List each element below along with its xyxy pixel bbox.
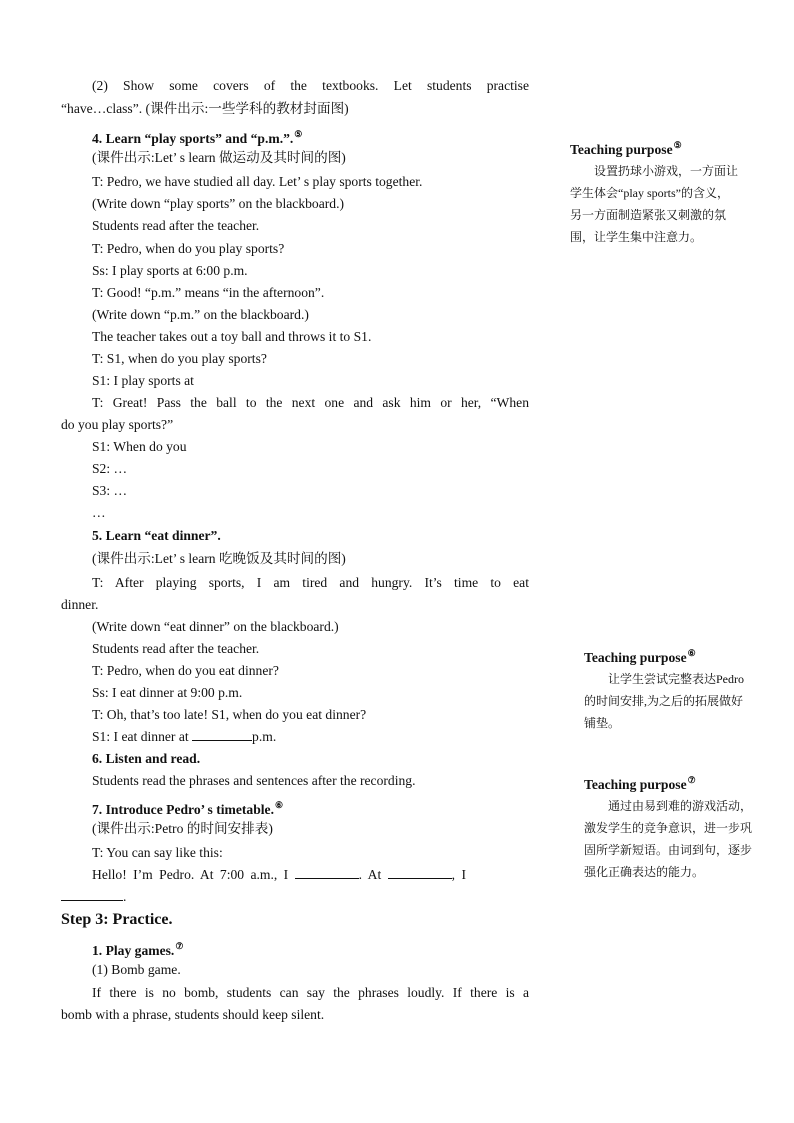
text-line: T: S1, when do you play sports? bbox=[92, 351, 267, 366]
text-line: If there is no bomb, students can say the phrases loudly. If there is a bbox=[92, 985, 529, 1000]
teaching-purpose-body: 设置扔球小游戏，一方面让学生体会“play sports”的含义，另一方面制造紧张又刺激的氛围，让学生集中注意力。 bbox=[570, 164, 739, 244]
section-heading-play-games: 1. Play games.⑦ bbox=[92, 941, 184, 958]
teaching-purpose-6 bbox=[584, 643, 754, 734]
text-line: (Write down “eat dinner” on the blackboard.) bbox=[92, 619, 339, 634]
text-line: T: Oh, that’s too late! S1, when do you eat dinner? bbox=[92, 707, 367, 722]
text-line: (1) Bomb game. bbox=[92, 962, 181, 977]
text-line: (课件出示:Let’ s learn 做运动及其时间的图) bbox=[92, 150, 346, 165]
teaching-purpose-5 bbox=[570, 135, 740, 248]
text-line: Ss: I play sports at 6:00 p.m. bbox=[92, 263, 248, 278]
footnote-mark: ⑤ bbox=[673, 140, 682, 150]
teaching-purpose-title: Teaching purpose⑤ bbox=[570, 140, 682, 157]
section-heading-4: 4. Learn “play sports” and “p.m.”.⑤ bbox=[92, 129, 303, 146]
footnote-mark: ⑦ bbox=[687, 775, 696, 785]
teaching-purpose-title: Teaching purpose⑥ bbox=[584, 648, 696, 665]
text-line: bomb with a phrase, students should keep silent. bbox=[61, 1007, 325, 1022]
text-line: (Write down “p.m.” on the blackboard.) bbox=[92, 307, 309, 322]
text-line: . bbox=[61, 888, 529, 906]
text-line: The teacher takes out a toy ball and throws it to S1. bbox=[92, 329, 372, 344]
text-line: do you play sports?” bbox=[61, 417, 174, 432]
step-heading: Step 3: Practice. bbox=[61, 911, 173, 928]
text-line: T: Pedro, we have studied all day. Let’ s play sports together. bbox=[92, 174, 423, 189]
text-line: (Write down “play sports” on the blackboard.) bbox=[92, 196, 344, 211]
text-line: T: Pedro, when do you eat dinner? bbox=[92, 663, 279, 678]
text-line: “have…class”. (课件出示:一些学科的教材封面图) bbox=[61, 101, 349, 116]
fill-in-blank bbox=[388, 866, 452, 879]
text-line: Ss: I eat dinner at 9:00 p.m. bbox=[92, 685, 243, 700]
teaching-purpose-title: Teaching purpose⑦ bbox=[584, 775, 696, 792]
text-line: Hello! I’m Pedro. At 7:00 a.m., I . At , I bbox=[92, 867, 466, 882]
text-line: (课件出示:Petro 的时间安排表) bbox=[92, 821, 273, 836]
text-line: (课件出示:Let’ s learn 吃晚饭及其时间的图) bbox=[92, 551, 346, 566]
text-line: T: After playing sports, I am tired and hungry. It’s time to eat bbox=[92, 575, 529, 590]
teaching-purpose-body: 让学生尝试完整表达Pedro的时间安排,为之后的拓展做好铺垫。 bbox=[584, 672, 744, 730]
text-line: T: Good! “p.m.” means “in the afternoon”. bbox=[92, 285, 325, 300]
footnote-mark: ⑥ bbox=[687, 648, 696, 658]
text-line: Students read after the teacher. bbox=[92, 218, 260, 233]
teaching-purpose-7 bbox=[584, 770, 754, 883]
text-line: S1: When do you bbox=[92, 439, 187, 454]
text-line: S3: … bbox=[92, 483, 128, 498]
text-line: Students read the phrases and sentences after the recording. bbox=[92, 773, 416, 788]
text-line: T: Pedro, when do you play sports? bbox=[92, 241, 285, 256]
footnote-mark: ⑥ bbox=[274, 800, 284, 810]
section-heading-6: 6. Listen and read. bbox=[92, 751, 201, 766]
footnote-mark: ⑦ bbox=[175, 941, 184, 951]
text-line: T: You can say like this: bbox=[92, 845, 223, 860]
fill-in-blank bbox=[192, 728, 252, 741]
fill-in-blank bbox=[295, 866, 359, 879]
text-line: S1: I play sports at bbox=[92, 373, 194, 388]
text-line: dinner. bbox=[61, 597, 99, 612]
section-heading-5: 5. Learn “eat dinner”. bbox=[92, 528, 221, 543]
text-line: T: Great! Pass the ball to the next one and ask him or her, “When bbox=[92, 395, 529, 410]
text-line: … bbox=[92, 505, 106, 520]
fill-in-blank bbox=[61, 888, 123, 901]
text-line: S1: I eat dinner at p.m. bbox=[92, 729, 277, 744]
teaching-purpose-body: 通过由易到难的游戏活动，激发学生的竞争意识，进一步巩固所学新短语。由词到句，逐步强化正确表达的能力。 bbox=[584, 799, 753, 879]
text-line: (2) Show some covers of the textbooks. Let students practise bbox=[92, 78, 529, 93]
text-line: Students read after the teacher. bbox=[92, 641, 260, 656]
footnote-mark: ⑤ bbox=[294, 129, 303, 139]
text-line: S2: … bbox=[92, 461, 128, 476]
section-heading-7: 7. Introduce Pedro’ s timetable.⑥ bbox=[92, 800, 284, 817]
